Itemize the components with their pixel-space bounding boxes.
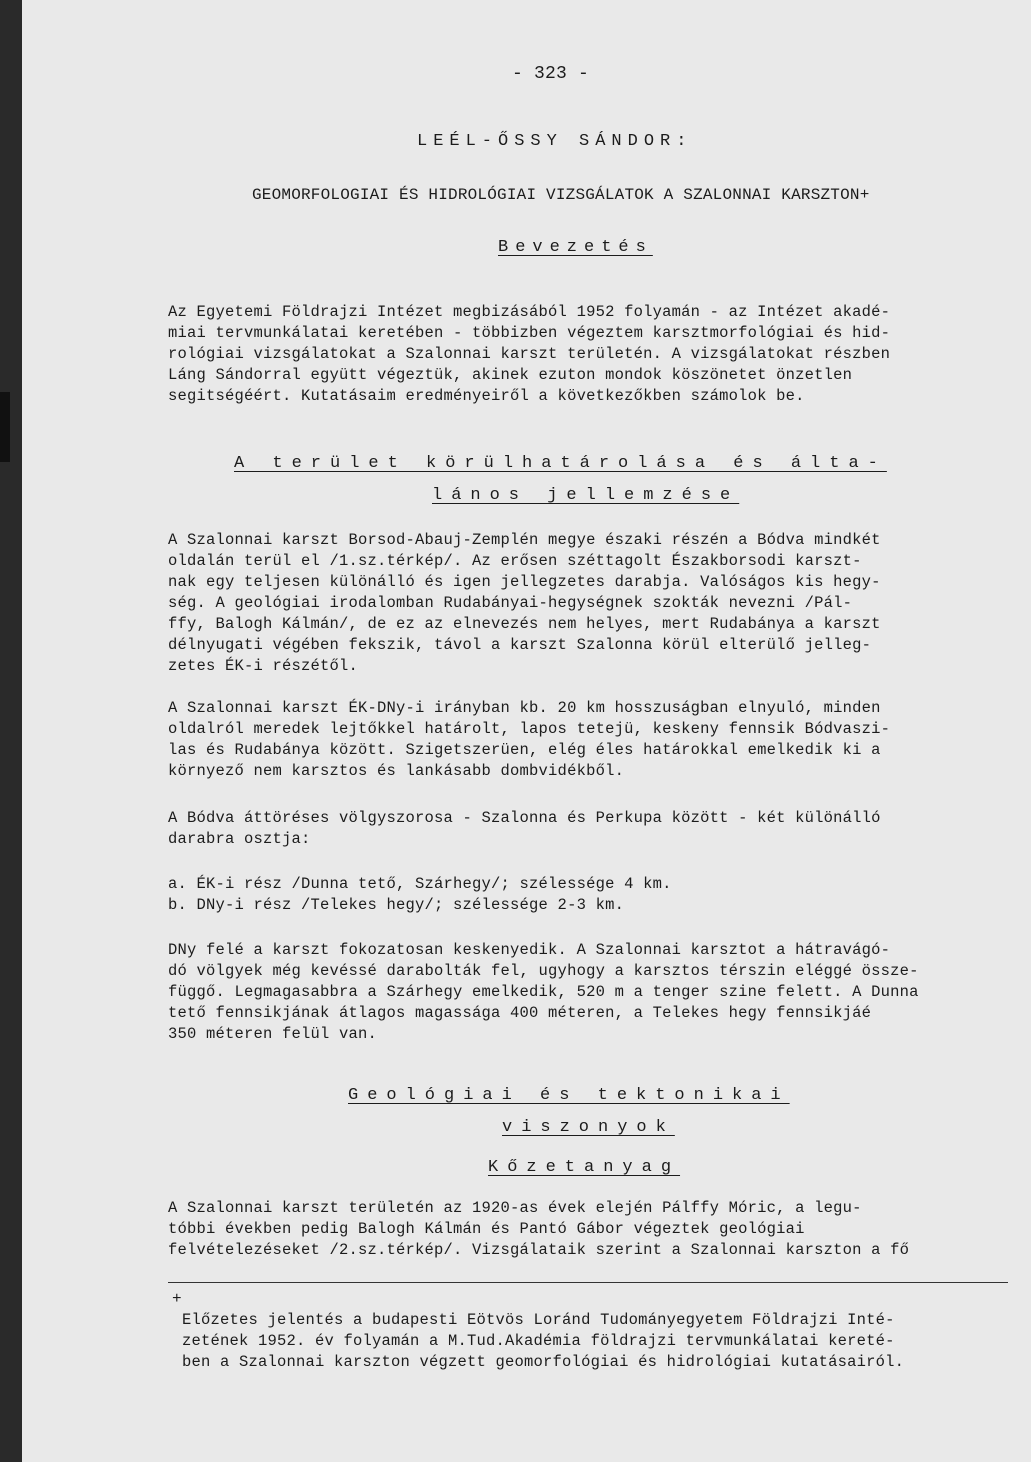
footnote-marker: +: [172, 1290, 182, 1308]
heading-rock-material: Kőzetanyag: [488, 1158, 681, 1177]
heading-area-line1: A terület körülhatárolása és álta-: [234, 454, 887, 473]
footnote-text: Előzetes jelentés a budapesti Eötvös Loránd Tudományegyetem Földrajzi Inté- zetének 1952. év folyamán a M.Tud.Akadémia földrajzi tervmunkálatai kereté- ben a Szalonnai karszton végzett geomorfológiai és hidrológiai kutatásairól.: [182, 1311, 905, 1371]
paragraph-introduction: Az Egyetemi Földrajzi Intézet megbizásából 1952 folyamán - az Intézet akadé- miai tervmunkálatai keretében - többizben végeztem karsztmorfológiai és hid- rológiai vizsgálatokat a Szalonnai karszt területén. A vizsgálatokat részben Láng Sándorral együtt végeztük, akinek ezuton mondok köszönetet önzetlen segitségéért. Kutatásaim eredményeiről a következőkben számolok be.: [168, 303, 891, 405]
main-title: GEOMORFOLOGIAI ÉS HIDROLÓGIAI VIZSGÁLATOK A SZALONNAI KARSZTON+: [252, 186, 870, 204]
region-list: a. ÉK-i rész /Dunna tető, Szárhegy/; szélessége 4 km. b. DNy-i rész /Telekes hegy/; szélessége 2-3 km.: [168, 875, 672, 914]
footnote-divider: [168, 1282, 1008, 1283]
heading-area-line2: lános jellemzése: [432, 486, 740, 505]
heading-geology-line1: Geológiai és tektonikai: [348, 1086, 790, 1105]
heading-geology-line2: viszonyok: [502, 1118, 675, 1137]
binding-mark: [0, 392, 10, 462]
author-name: LEÉL-ŐSSY SÁNDOR:: [417, 132, 693, 151]
paragraph-area-4: DNy felé a karszt fokozatosan keskenyedik. A Szalonnai karsztot a hátravágó- dó völgyek még kevéssé darabolták fel, ugyhogy a karsztos térszin eléggé össze- függő. Legmagasabbra a Szárhegy emelkedik, 520 m a tenger szine felett. A Dunna tető fennsikjának átlagos magassága 400 méteren, a Telekes hegy fennsikjáé 350 méteren felül van.: [168, 941, 919, 1043]
paragraph-area-1: A Szalonnai karszt Borsod-Abauj-Zemplén megye északi részén a Bódva mindkét oldalán terül el /1.sz.térkép/. Az erősen széttagolt Északborsodi karszt- nak egy teljesen különálló és igen jellegzetes darabja. Valóságos kis hegy- ség. A geológiai irodalomban Rudabányai-hegységnek szokták nevezni /Pál- ffy, Balogh Kálmán/, de ez az elnevezés nem helyes, mert Rudabánya a karszt délnyugati végében fekszik, távol a karszt Szalonna körül elterülő jelleg- zetes ÉK-i részétől.: [168, 531, 881, 675]
document-page: [22, 0, 1031, 1462]
paragraph-area-2: A Szalonnai karszt ÉK-DNy-i irányban kb. 20 km hosszuságban elnyuló, minden oldalról meredek lejtőkkel határolt, lapos tetejü, keskeny fennsik Bódvaszi- las és Rudabánya között. Szigetszerüen, elég éles határokkal emelkedik ki a környező nem karsztos és lankásabb dombvidékből.: [168, 699, 891, 780]
paragraph-area-3: A Bódva áttöréses völgyszorosa - Szalonna és Perkupa között - két különálló darabra osztja:: [168, 809, 881, 848]
page-number: - 323 -: [512, 64, 590, 84]
paragraph-rock: A Szalonnai karszt területén az 1920-as évek elején Pálffy Móric, a legu- tóbbi években pedig Balogh Kálmán és Pantó Gábor végeztek geológiai felvételezéseket /2.sz.térkép/. Vizsgálataik szerint a Szalonnai karszton a fő: [168, 1199, 910, 1259]
heading-introduction: Bevezetés: [498, 238, 653, 257]
